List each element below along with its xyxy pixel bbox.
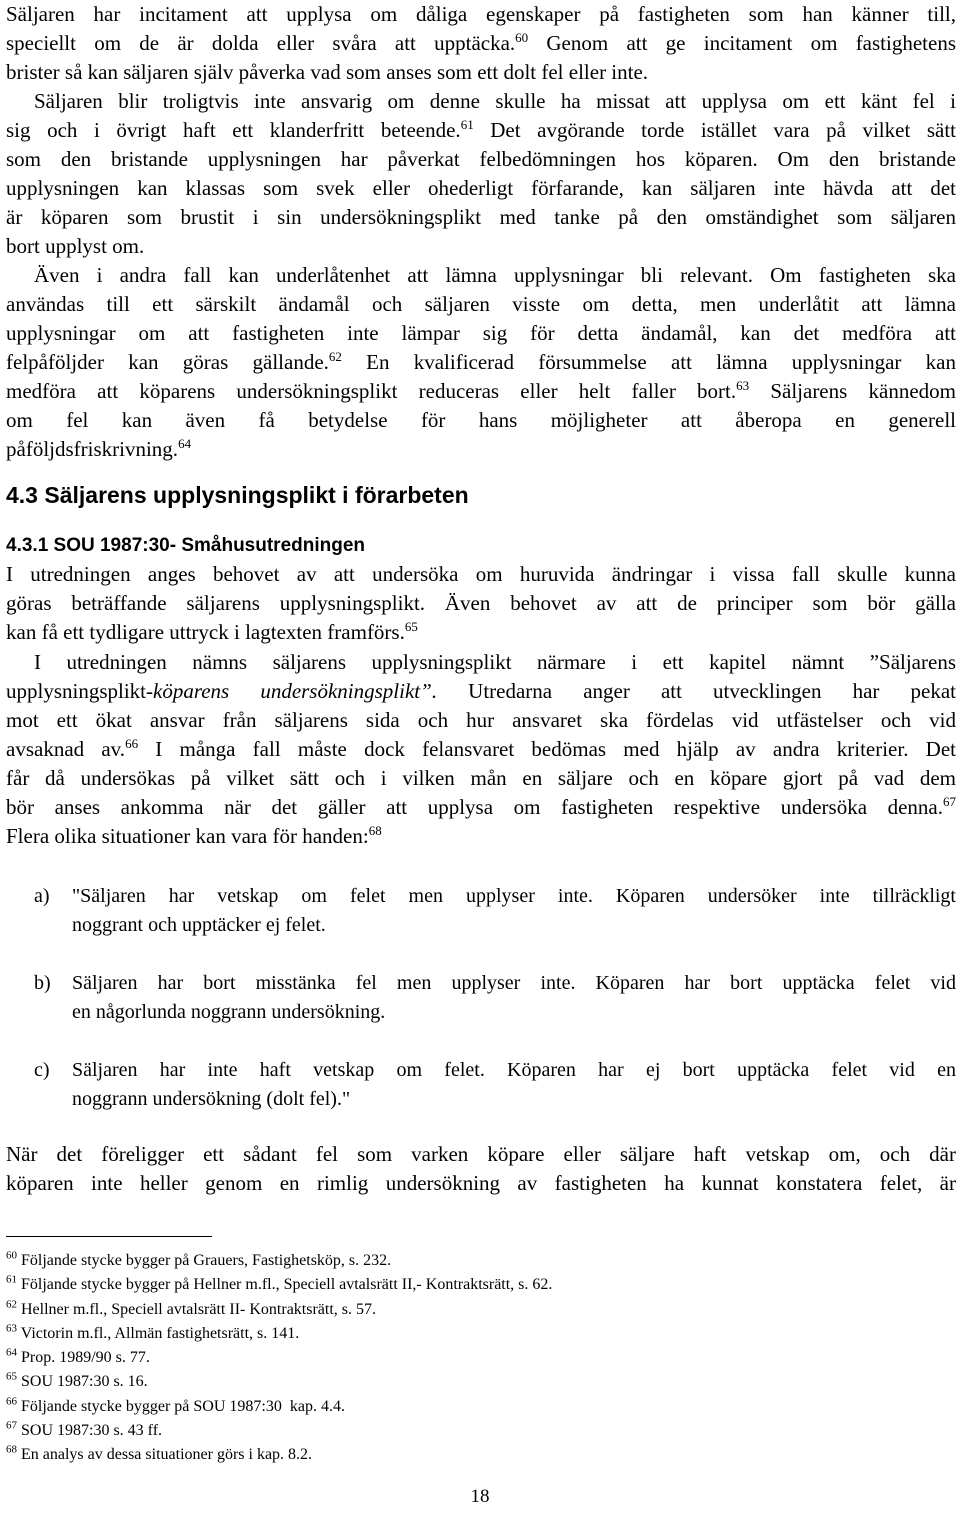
footnote-number: 65 xyxy=(6,1371,17,1384)
list-label: b) xyxy=(34,972,51,994)
footnote-number: 63 xyxy=(6,1322,17,1335)
text-line: En kvalificerad försummelse att lämna upplysningar kan xyxy=(341,350,956,374)
footnote-ref-63[interactable]: 63 xyxy=(736,378,750,393)
footnotes xyxy=(6,1249,956,1468)
footnote-text: Victorin m.fl., Allmän fastighetsrätt, s. 141. xyxy=(20,1324,300,1342)
text-line: upplysningen kan klassas som svek eller ohederligt förfarande, kan säljaren inte hävda att det xyxy=(6,176,956,200)
text-line: får då undersökas på vilket sätt och i vilken mån en säljare och en köpare gjort på vad dem xyxy=(6,766,956,790)
text-line: Det avgörande torde istället vara på vilket sätt xyxy=(473,118,956,142)
footnote-number: 67 xyxy=(6,1419,17,1432)
text-line: köparen inte heller genom en rimlig undersökning av fastigheten ha kunnat konstatera felet, är xyxy=(6,1171,956,1195)
paragraph-1 xyxy=(6,0,956,87)
text-line: Säljaren har inte haft vetskap om felet. Köparen har ej bort upptäcka felet vid en xyxy=(72,1059,956,1081)
text-line: om fel kan även få betydelse för hans möjligheter att åberopa en generell xyxy=(6,408,956,432)
footnote-62 xyxy=(6,1298,956,1322)
footnote-number: 64 xyxy=(6,1346,17,1359)
text-line: I många fall måste dock felansvaret bedömas med hjälp av andra kriterier. Det xyxy=(138,737,957,761)
footnote-60 xyxy=(6,1249,956,1273)
quoted-list xyxy=(6,882,956,1114)
text-line: göras beträffande säljarens upplysningsplikt. Även behovet av att de principer som bör gälla xyxy=(6,591,956,615)
footnote-ref-67[interactable]: 67 xyxy=(943,794,956,809)
list-label: c) xyxy=(34,1059,50,1081)
footnote-ref-66[interactable]: 66 xyxy=(125,736,139,751)
footnote-ref-61[interactable]: 61 xyxy=(460,117,474,132)
section-heading-4-3: 4.3 Säljarens upplysningsplikt i förarbeten xyxy=(6,482,469,508)
paragraph-2 xyxy=(6,87,956,261)
text-line: Säljaren har incitament att upplysa om dåliga egenskaper på fastigheten som han känner till, xyxy=(6,2,956,26)
text-line: brister så kan säljaren själv påverka vad som anses som ett dolt fel eller inte. xyxy=(6,60,649,84)
paragraph-3 xyxy=(6,261,956,464)
text-line: påföljdsfriskrivning. xyxy=(6,437,179,461)
text-line: mot ett ökat ansvar från säljarens sida och hur ansvaret ska fördelas vid utfästelser och vid xyxy=(6,708,956,732)
text-line: noggrann undersökning (dolt fel)." xyxy=(72,1088,351,1110)
text-line: kan få ett tydligare uttryck i lagtexten framförs. xyxy=(6,620,405,644)
footnote-divider xyxy=(6,1236,212,1237)
footnote-ref-60[interactable]: 60 xyxy=(515,30,529,45)
page-number: 18 xyxy=(470,1486,490,1507)
list-label: a) xyxy=(34,885,50,907)
text-line: Utredarna anger att utvecklingen har pekat xyxy=(437,679,956,703)
footnote-number: 62 xyxy=(6,1298,17,1311)
italic-text: köparens undersökningsplikt”. xyxy=(153,679,438,703)
text-line: Säljaren blir troligtvis inte ansvarig om denne skulle ha missat att upplysa om ett känt fel i xyxy=(34,89,956,113)
footnote-61 xyxy=(6,1273,956,1297)
footnote-ref-65[interactable]: 65 xyxy=(404,619,418,634)
footnote-text: Prop. 1989/90 s. 77. xyxy=(21,1349,150,1367)
text-line: Flera olika situationer kan vara för handen: xyxy=(6,824,369,848)
footnote-ref-64[interactable]: 64 xyxy=(178,436,192,451)
subsection-heading-4-3-1: 4.3.1 SOU 1987:30- Småhusutredningen xyxy=(6,535,366,556)
list-item xyxy=(6,1056,956,1114)
text-line: medföra att köparens undersökningsplikt reduceras eller helt faller bort. xyxy=(6,379,737,403)
text-line: en någorlunda noggrann undersökning. xyxy=(72,1001,386,1023)
footnote-text: Följande stycke bygger på SOU 1987:30 kap. 4.4. xyxy=(21,1397,345,1415)
text-line: Säljarens kännedom xyxy=(749,379,956,403)
text-line: I utredningen nämns säljarens upplysningsplikt närmare i ett kapitel nämnt ”Säljarens xyxy=(34,650,956,674)
text-line: upplysningsplikt- xyxy=(6,679,154,703)
footnote-text: En analys av dessa situationer görs i kap. 8.2. xyxy=(21,1446,313,1464)
footnote-text: Följande stycke bygger på Grauers, Fastighetsköp, s. 232. xyxy=(21,1252,392,1269)
footnote-number: 61 xyxy=(6,1273,17,1286)
text-line: När det föreligger ett sådant fel som varken köpare eller säljare haft vetskap om, och där xyxy=(6,1142,956,1166)
footnote-68 xyxy=(6,1443,956,1467)
text-line: är köparen som brustit i sin undersökningsplikt med tanke på den omständighet som säljaren xyxy=(6,205,956,229)
text-line: "Säljaren har vetskap om felet men upplyser inte. Köparen undersöker inte tillräckligt xyxy=(72,885,956,907)
paragraph-4 xyxy=(6,560,956,647)
footnote-number: 68 xyxy=(6,1444,17,1457)
footnote-ref-62[interactable]: 62 xyxy=(328,349,342,364)
footnote-text: SOU 1987:30 s. 43 ff. xyxy=(21,1422,163,1440)
text-line: Säljaren har bort misstänka fel men upplyser inte. Köparen har bort upptäcka felet vid xyxy=(72,972,956,994)
text-line: avsaknad av. xyxy=(6,737,126,761)
footnote-64 xyxy=(6,1346,956,1370)
text-line: noggrant och upptäcker ej felet. xyxy=(72,914,326,936)
text-line: upplysningar om att fastigheten inte lämpar sig för detta ändamål, kan det medföra att xyxy=(6,321,956,345)
text-line: som den bristande upplysningen har påverkat felbedömningen hos köparen. Om den bristande xyxy=(6,147,956,171)
footnote-text: Hellner m.fl., Speciell avtalsrätt II- Kontraktsrätt, s. 57. xyxy=(21,1300,377,1318)
footnote-66 xyxy=(6,1395,956,1419)
text-line: sig och i övrigt haft ett klanderfritt beteende. xyxy=(6,118,461,142)
footnote-number: 66 xyxy=(6,1395,17,1408)
footnote-text: Följande stycke bygger på Hellner m.fl., Speciell avtalsrätt II,- Kontraktsrätt, s. 62. xyxy=(21,1276,553,1294)
footnote-67 xyxy=(6,1419,956,1443)
text-line: användas till ett särskilt ändamål och säljaren visste om detta, men underlåtit att lämna xyxy=(6,292,956,316)
text-line: Genom att ge incitament om fastighetens xyxy=(528,31,956,55)
text-line: bör anses ankomma när det gäller att upplysa om fastigheten respektive undersöka denna. xyxy=(6,795,943,819)
footnote-65 xyxy=(6,1370,956,1394)
list-item xyxy=(6,969,956,1027)
footnote-ref-68[interactable]: 68 xyxy=(368,823,382,838)
footnote-number: 60 xyxy=(6,1249,17,1262)
footnote-63 xyxy=(6,1322,956,1346)
paragraph-6 xyxy=(6,1140,956,1198)
text-line: felpåföljder kan göras gällande. xyxy=(6,350,329,374)
footnote-text: SOU 1987:30 s. 16. xyxy=(21,1373,148,1391)
text-line: Även i andra fall kan underlåtenhet att lämna upplysningar bli relevant. Om fastigheten ska xyxy=(34,263,956,287)
text-line: I utredningen anges behovet av att undersöka om huruvida ändringar i vissa fall skulle kunna xyxy=(6,562,956,586)
paragraph-5 xyxy=(6,648,956,851)
text-line: speciellt om de är dolda eller svåra att upptäcka. xyxy=(6,31,516,55)
list-item xyxy=(6,882,956,940)
text-line: bort upplyst om. xyxy=(6,234,145,258)
